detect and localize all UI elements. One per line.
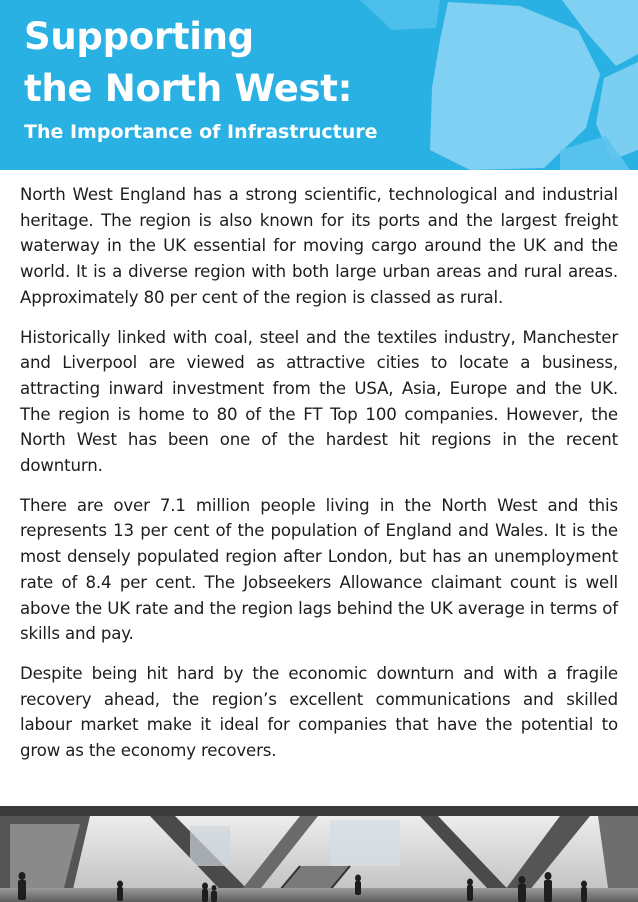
title-line-1: Supporting: [24, 15, 254, 58]
architectural-render-photo: [0, 806, 638, 902]
subtitle: The Importance of Infrastructure: [24, 121, 378, 143]
body-content: [20, 182, 618, 778]
architectural-render-illustration: [0, 806, 638, 902]
header-banner: [0, 0, 638, 170]
header-facet-large: [430, 2, 600, 170]
paragraph-1: North West England has a strong scientific, technological and industrial heritage. The region is also known for its ports and the largest freight waterway in the UK essential for moving cargo around the UK and the world. It is a diverse region with both large urban areas and rural areas. Approximately 80 per cent of the region is classed as rural.: [20, 185, 618, 307]
title-line-2: the North West:: [24, 67, 353, 110]
paragraph-4: Despite being hit hard by the economic downturn and with a fragile recovery ahead, the region’s excellent communications and skilled labour market make it ideal for companies that have the potential to grow as the economy recovers.: [20, 663, 618, 761]
paragraph-3: There are over 7.1 million people living in the North West and this represents 13 per cent of the population of England and Wales. It is the most densely populated region after London, but has an unemployment rate of 8.4 per cent. The Jobseekers Allowance claimant count is well above the UK rate and the region lags behind the UK average in terms of skills and pay.: [20, 495, 618, 644]
paragraph-2: Historically linked with coal, steel and the textiles industry, Manchester and Liverpool are viewed as attractive cities to locate a business, attracting inward investment from the USA, Asia, Europe and the UK. The region is home to 80 of the FT Top 100 companies. However, the North West has been one of the hardest hit regions in the recent downturn.: [20, 327, 618, 476]
header-facet-topmid: [360, 0, 440, 30]
